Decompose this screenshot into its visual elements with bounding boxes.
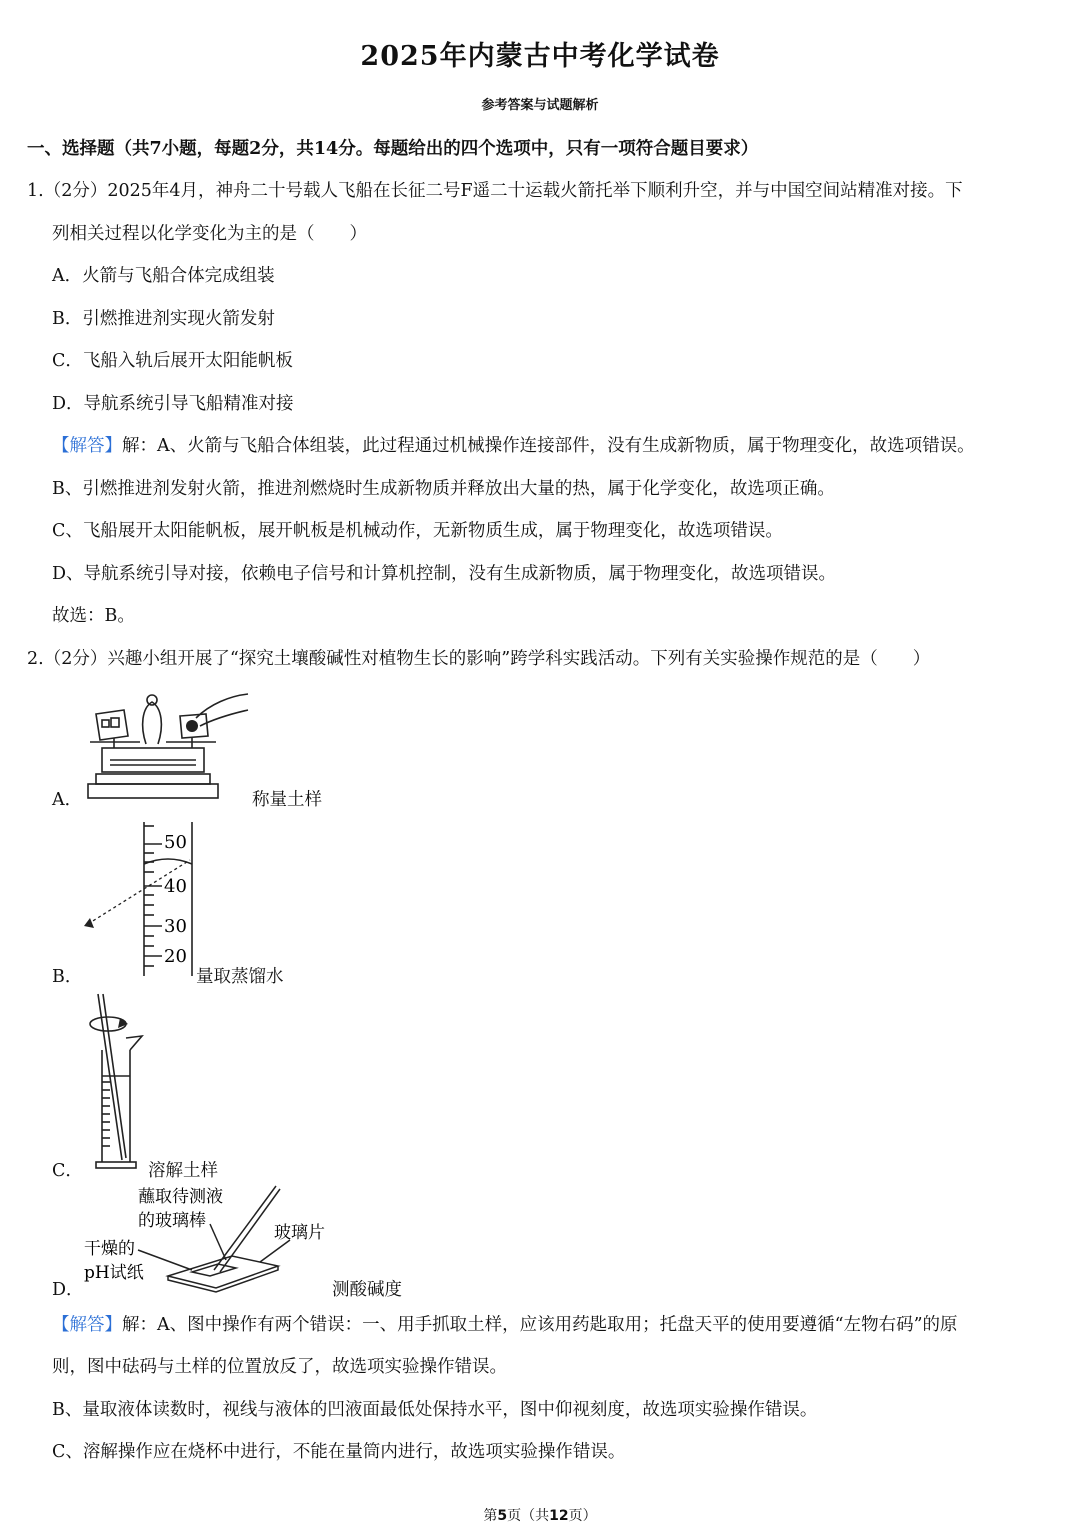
footer-total-pages: 12 [549,1508,569,1524]
q1-answer-tag: 【解答】 [52,436,122,456]
label-rod-line2: 的玻璃棒 [138,1211,206,1231]
q2-option-a-caption: 称量土样 [252,790,322,810]
q2-answer-text: 解：A、图中操作有两个错误：一、用手抓取土样，应该用药匙取用；托盘天平的使用要遵循“左物右码”的原 [122,1315,958,1335]
q2-option-b-caption: 量取蒸馏水 [196,967,284,987]
cylinder-tick-20: 20 [164,946,187,967]
q1-answer-line4: D、导航系统引导对接，依赖电子信号和计算机控制，没有生成新物质，属于物理变化，故选项错误。 [52,564,837,584]
cylinder-tick-40: 40 [164,876,187,897]
q2-stem: 2.（2分）兴趣小组开展了“探究土壤酸碱性对植物生长的影响”跨学科实践活动。下列有关实验操作规范的是（ ） [27,649,931,669]
q2-option-c-caption: 溶解土样 [148,1161,218,1181]
footer-prefix: 第 [483,1508,498,1524]
cylinder-tick-50: 50 [164,832,187,853]
cylinder-tick-30: 30 [164,916,187,937]
footer-suffix: 页） [568,1508,597,1524]
balance-figure [80,686,252,804]
q2-option-c-letter[interactable]: C． [52,1161,83,1181]
q1-option-d[interactable]: D．导航系统引导飞船精准对接 [52,394,294,414]
label-paper-line1: 干燥的 [84,1239,135,1259]
page-footer [0,1505,1080,1525]
q2-answer-line1 [52,1311,958,1336]
q1-answer-text: 解：A、火箭与飞船合体组装，此过程通过机械操作连接部件，没有生成新物质，属于物理变化，故选项错误。 [122,436,975,456]
q1-option-a[interactable]: A．火箭与飞船合体完成组装 [52,266,275,286]
q1-answer-line5: 故选：B。 [52,606,135,626]
q1-option-c[interactable]: C．飞船入轨后展开太阳能帆板 [52,351,293,371]
label-paper-line2: pH试纸 [84,1263,144,1283]
ph-test-figure [80,1180,336,1296]
q1-stem-line1: 1.（2分）2025年4月，神舟二十号载人飞船在长征二号F遥二十运载火箭托举下顺利升空，并与中国空间站精准对接。下 [27,181,963,201]
q2-answer-line2: 则，图中砝码与土样的位置放反了，故选项实验操作错误。 [52,1357,507,1377]
footer-page-number: 5 [497,1508,508,1524]
q1-option-b[interactable]: B．引燃推进剂实现火箭发射 [52,309,275,329]
label-rod-line1: 蘸取待测液 [138,1187,223,1207]
label-glass: 玻璃片 [274,1223,325,1243]
page-subtitle: 参考答案与试题解析 [481,98,599,113]
q2-answer-tag: 【解答】 [52,1315,122,1335]
section-heading: 一、选择题（共7小题，每题2分，共14分。每题给出的四个选项中，只有一项符合题目要求） [27,139,759,159]
dissolving-figure [86,990,148,1175]
q2-option-d-caption: 测酸碱度 [332,1280,402,1300]
q1-answer-line2: B、引燃推进剂发射火箭，推进剂燃烧时生成新物质并释放出大量的热，属于化学变化，故选项正确。 [52,479,835,499]
q1-answer-line1 [52,432,975,457]
q2-answer-line4: C、溶解操作应在烧杯中进行，不能在量筒内进行，故选项实验操作错误。 [52,1442,626,1462]
q1-stem-line2: 列相关过程以化学变化为主的是（ ） [52,224,367,244]
q2-option-b-letter[interactable]: B． [52,967,83,987]
page-title: 2025年内蒙古中考化学试卷 [360,41,720,72]
q2-option-d-letter[interactable]: D． [52,1280,84,1300]
q2-option-a-letter[interactable]: A． [52,790,83,810]
graduated-cylinder-figure [78,820,196,982]
q1-answer-line3: C、飞船展开太阳能帆板，展开帆板是机械动作，无新物质生成，属于物理变化，故选项错误。 [52,521,783,541]
footer-middle: 页（共 [507,1508,550,1524]
q2-answer-line3: B、量取液体读数时，视线与液体的凹液面最低处保持水平，图中仰视刻度，故选项实验操作错误。 [52,1400,818,1420]
